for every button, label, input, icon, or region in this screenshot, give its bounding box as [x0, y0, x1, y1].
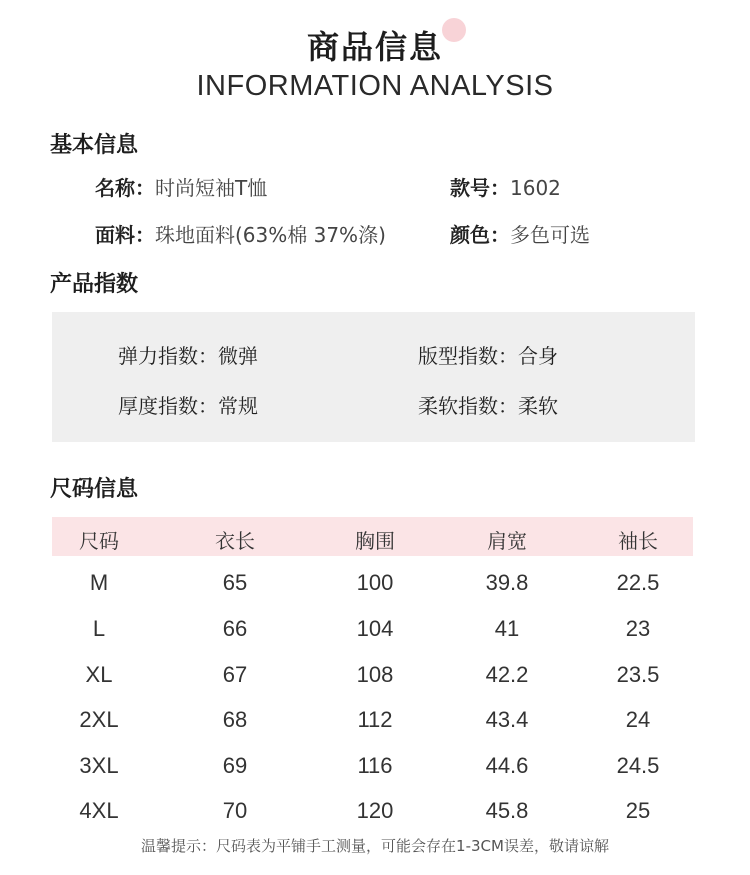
- size-cell: L: [92, 616, 106, 641]
- size-cell: 108: [356, 662, 394, 687]
- size-cell: 120: [356, 798, 394, 823]
- color-label: 颜色：: [450, 223, 510, 247]
- size-cell: 24: [625, 707, 651, 732]
- name-row: [95, 172, 267, 201]
- size-header-cell: 肩宽: [487, 529, 527, 553]
- size-cell: 45.8: [485, 798, 529, 823]
- size-cell: M: [89, 570, 109, 595]
- size-cell: 65: [222, 570, 248, 595]
- size-cell: 100: [356, 570, 394, 595]
- size-cell: 104: [356, 616, 394, 641]
- fabric-row: [95, 219, 386, 248]
- size-cell: 4XL: [79, 798, 119, 823]
- size-cell: 116: [357, 753, 393, 778]
- section-title-size: 尺码信息: [50, 477, 139, 502]
- softness-index: 柔软指数：柔软: [418, 394, 558, 418]
- size-header-cell: 尺码: [79, 529, 119, 553]
- thickness-index: 厚度指数：常规: [118, 394, 258, 418]
- size-cell: XL: [85, 662, 113, 687]
- size-cell: 43.4: [485, 707, 529, 732]
- code-label: 款号：: [450, 176, 510, 200]
- size-cell: 41: [494, 616, 520, 641]
- size-cell: 42.2: [485, 662, 529, 687]
- size-cell: 23: [625, 616, 651, 641]
- size-header-cell: 袖长: [618, 529, 658, 553]
- index-box: [52, 312, 695, 442]
- page-title-wrap: [0, 22, 750, 68]
- size-cell: 24.5: [616, 753, 660, 778]
- size-cell: 3XL: [79, 753, 119, 778]
- size-header-cell: 胸围: [355, 529, 395, 553]
- size-cell: 23.5: [616, 662, 660, 687]
- size-cell: 68: [222, 707, 248, 732]
- code-value: 1602: [510, 176, 561, 200]
- fit-index: 版型指数：合身: [418, 344, 558, 368]
- size-cell: 44.6: [485, 753, 529, 778]
- size-header-cell: 衣长: [215, 529, 255, 553]
- size-cell: 66: [222, 616, 248, 641]
- section-title-basic: 基本信息: [50, 133, 139, 158]
- size-cell: 112: [357, 707, 393, 732]
- measurement-note: 温馨提示：尺码表为平铺手工测量，可能会存在1-3CM误差，敬请谅解: [141, 837, 609, 855]
- section-title-index: 产品指数: [50, 272, 139, 297]
- size-cell: 70: [222, 798, 248, 823]
- size-cell: 39.8: [485, 570, 529, 595]
- code-row: [450, 172, 561, 201]
- size-cell: 25: [625, 798, 651, 823]
- name-value: 时尚短袖T恤: [155, 176, 268, 200]
- name-label: 名称：: [95, 176, 155, 200]
- size-cell: 67: [222, 662, 248, 687]
- size-cell: 69: [222, 753, 248, 778]
- size-cell: 22.5: [616, 570, 660, 595]
- size-cell: 2XL: [79, 707, 119, 732]
- page-title: 商品信息: [306, 28, 443, 66]
- page-subtitle: INFORMATION ANALYSIS: [196, 70, 554, 102]
- fabric-label: 面料：: [95, 223, 155, 247]
- color-row: [450, 219, 590, 248]
- fabric-value: 珠地面料(63%棉 37%涤): [155, 223, 386, 247]
- color-value: 多色可选: [510, 223, 590, 247]
- elastic-index: 弹力指数：微弹: [118, 344, 258, 368]
